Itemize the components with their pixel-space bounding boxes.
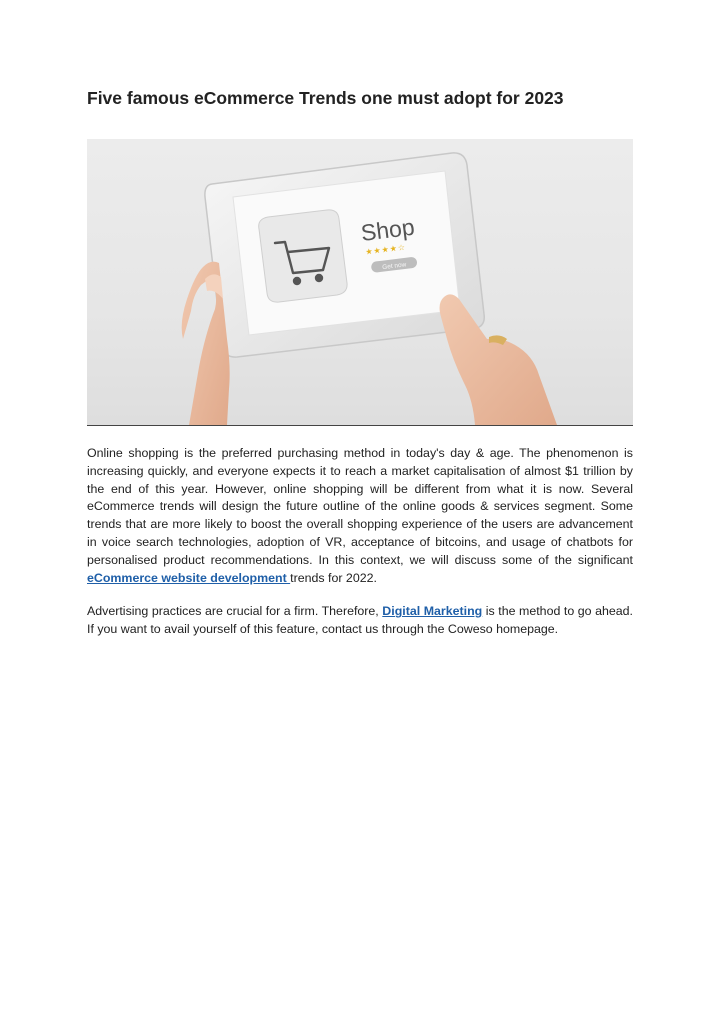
rating-stars: ★★★★☆ (364, 242, 407, 257)
shop-label: Shop (359, 213, 416, 246)
article-body (87, 445, 633, 655)
paragraph-intro: Online shopping is the preferred purchasing method in today's day & age. The phenomenon is increasing quickly, and everyone expects it to reach a market capitalisation of almost $1 trillion by the end of this year. However, online shopping will be different from what it is now. Several eCommerce trends will design the future outline of the online goods & services segment. Some trends that are more likely to boost the overall shopping experience of the users are advancement in voice search technologies, adoption of VR, acceptance of bitcoins, and usage of chatbots for personalised product recommendations. In this context, we will discuss some of the significant eCommerce website development trends for 2022. (87, 446, 633, 585)
paragraph-advertising: Advertising practices are crucial for a firm. Therefore, Digital Marketing is the method to go ahead. If you want to avail yourself of this feature, contact us through the Coweso homepage. (87, 604, 633, 637)
tablet-device (205, 153, 484, 357)
hero-image (87, 139, 633, 426)
ecommerce-website-development-link[interactable]: eCommerce website development (87, 570, 291, 585)
cart-app-tile (259, 210, 347, 302)
get-now-button-label: Get now (381, 261, 407, 272)
right-hand-image (440, 294, 557, 425)
tablet-shop-illustration (87, 139, 633, 425)
page-title: Five famous eCommerce Trends one must adopt for 2023 (87, 88, 564, 108)
digital-marketing-link[interactable]: Digital Marketing (382, 604, 483, 619)
